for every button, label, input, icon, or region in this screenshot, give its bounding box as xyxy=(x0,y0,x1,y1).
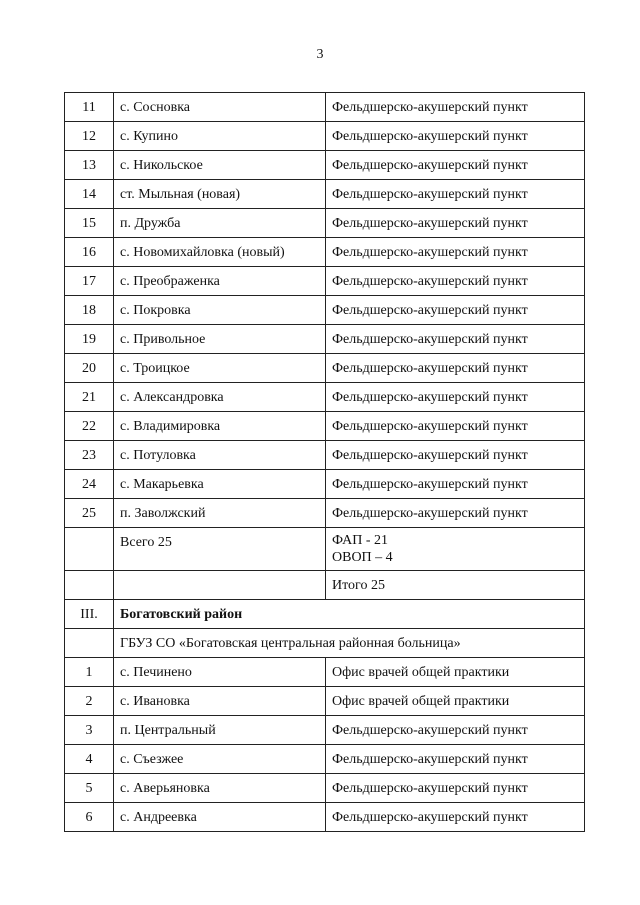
settlement-name: с. Печинено xyxy=(114,658,326,687)
total-num-cell xyxy=(65,528,114,571)
total-breakdown xyxy=(326,528,585,571)
facility-type: Фельдшерско-акушерский пункт xyxy=(326,412,585,441)
facility-type: Фельдшерско-акушерский пункт xyxy=(326,499,585,528)
facility-type: Фельдшерско-акушерский пункт xyxy=(326,238,585,267)
table-row xyxy=(65,267,585,296)
settlement-name: с. Покровка xyxy=(114,296,326,325)
table-body-totals xyxy=(65,528,585,658)
table-body-section-ii xyxy=(65,93,585,528)
settlement-name: с. Новомихайловка (новый) xyxy=(114,238,326,267)
row-number: 16 xyxy=(65,238,114,267)
table-row xyxy=(65,383,585,412)
facility-type: Фельдшерско-акушерский пункт xyxy=(326,716,585,745)
total-row xyxy=(65,528,585,571)
facility-type: Фельдшерско-акушерский пункт xyxy=(326,267,585,296)
facility-type: Фельдшерско-акушерский пункт xyxy=(326,180,585,209)
row-number: 21 xyxy=(65,383,114,412)
institution-num-cell xyxy=(65,629,114,658)
section-header-row xyxy=(65,600,585,629)
settlement-name: с. Преображенка xyxy=(114,267,326,296)
settlement-name: с. Аверьяновка xyxy=(114,774,326,803)
total-ovop: ОВОП – 4 xyxy=(332,550,393,565)
table-body-section-iii xyxy=(65,658,585,832)
total-fap: ФАП - 21 xyxy=(332,533,389,548)
row-number: 23 xyxy=(65,441,114,470)
itogo-row xyxy=(65,571,585,600)
table-row xyxy=(65,180,585,209)
row-number: 20 xyxy=(65,354,114,383)
facility-type: Фельдшерско-акушерский пункт xyxy=(326,209,585,238)
settlement-name: с. Привольное xyxy=(114,325,326,354)
table-row xyxy=(65,296,585,325)
settlement-name: п. Заволжский xyxy=(114,499,326,528)
row-number: 1 xyxy=(65,658,114,687)
table-row xyxy=(65,325,585,354)
table-row xyxy=(65,354,585,383)
facility-type: Офис врачей общей практики xyxy=(326,687,585,716)
table-row xyxy=(65,687,585,716)
settlement-name: с. Купино xyxy=(114,122,326,151)
row-number: 5 xyxy=(65,774,114,803)
itogo-empty-cell xyxy=(114,571,326,600)
table-row xyxy=(65,441,585,470)
settlement-name: с. Троицкое xyxy=(114,354,326,383)
settlement-name: с. Александровка xyxy=(114,383,326,412)
row-number: 3 xyxy=(65,716,114,745)
row-number: 18 xyxy=(65,296,114,325)
row-number: 6 xyxy=(65,803,114,832)
total-label: Всего 25 xyxy=(114,528,326,571)
page-number: 3 xyxy=(316,47,324,62)
row-number: 11 xyxy=(65,93,114,122)
facilities-table xyxy=(64,92,585,832)
table-row xyxy=(65,774,585,803)
section-number: III. xyxy=(65,600,114,629)
table-row xyxy=(65,499,585,528)
table-row xyxy=(65,238,585,267)
settlement-name: с. Съезжее xyxy=(114,745,326,774)
settlement-name: с. Ивановка xyxy=(114,687,326,716)
table-row xyxy=(65,716,585,745)
section-title: Богатовский район xyxy=(114,600,585,629)
facility-type: Фельдшерско-акушерский пункт xyxy=(326,774,585,803)
row-number: 19 xyxy=(65,325,114,354)
institution-name: ГБУЗ СО «Богатовская центральная районная больница» xyxy=(114,629,585,658)
institution-row xyxy=(65,629,585,658)
row-number: 4 xyxy=(65,745,114,774)
settlement-name: с. Никольское xyxy=(114,151,326,180)
row-number: 17 xyxy=(65,267,114,296)
row-number: 13 xyxy=(65,151,114,180)
row-number: 12 xyxy=(65,122,114,151)
facility-type: Фельдшерско-акушерский пункт xyxy=(326,151,585,180)
row-number: 15 xyxy=(65,209,114,238)
settlement-name: п. Центральный xyxy=(114,716,326,745)
table-row xyxy=(65,803,585,832)
row-number: 14 xyxy=(65,180,114,209)
facility-type: Фельдшерско-акушерский пункт xyxy=(326,383,585,412)
table-row xyxy=(65,658,585,687)
facility-type: Фельдшерско-акушерский пункт xyxy=(326,354,585,383)
facility-type: Фельдшерско-акушерский пункт xyxy=(326,325,585,354)
table-row xyxy=(65,412,585,441)
settlement-name: с. Владимировка xyxy=(114,412,326,441)
settlement-name: с. Макарьевка xyxy=(114,470,326,499)
facility-type: Фельдшерско-акушерский пункт xyxy=(326,470,585,499)
facility-type: Фельдшерско-акушерский пункт xyxy=(326,122,585,151)
table-row xyxy=(65,209,585,238)
settlement-name: п. Дружба xyxy=(114,209,326,238)
table-row xyxy=(65,93,585,122)
settlement-name: с. Сосновка xyxy=(114,93,326,122)
row-number: 25 xyxy=(65,499,114,528)
table-row xyxy=(65,470,585,499)
row-number: 24 xyxy=(65,470,114,499)
facility-type: Фельдшерско-акушерский пункт xyxy=(326,745,585,774)
facility-type: Офис врачей общей практики xyxy=(326,658,585,687)
table-row xyxy=(65,745,585,774)
itogo-label: Итого 25 xyxy=(326,571,585,600)
row-number: 22 xyxy=(65,412,114,441)
settlement-name: с. Андреевка xyxy=(114,803,326,832)
facility-type: Фельдшерско-акушерский пункт xyxy=(326,441,585,470)
itogo-num-cell xyxy=(65,571,114,600)
settlement-name: с. Потуловка xyxy=(114,441,326,470)
row-number: 2 xyxy=(65,687,114,716)
table-row xyxy=(65,151,585,180)
settlement-name: ст. Мыльная (новая) xyxy=(114,180,326,209)
facility-type: Фельдшерско-акушерский пункт xyxy=(326,296,585,325)
facility-type: Фельдшерско-акушерский пункт xyxy=(326,803,585,832)
table-row xyxy=(65,122,585,151)
facility-type: Фельдшерско-акушерский пункт xyxy=(326,93,585,122)
